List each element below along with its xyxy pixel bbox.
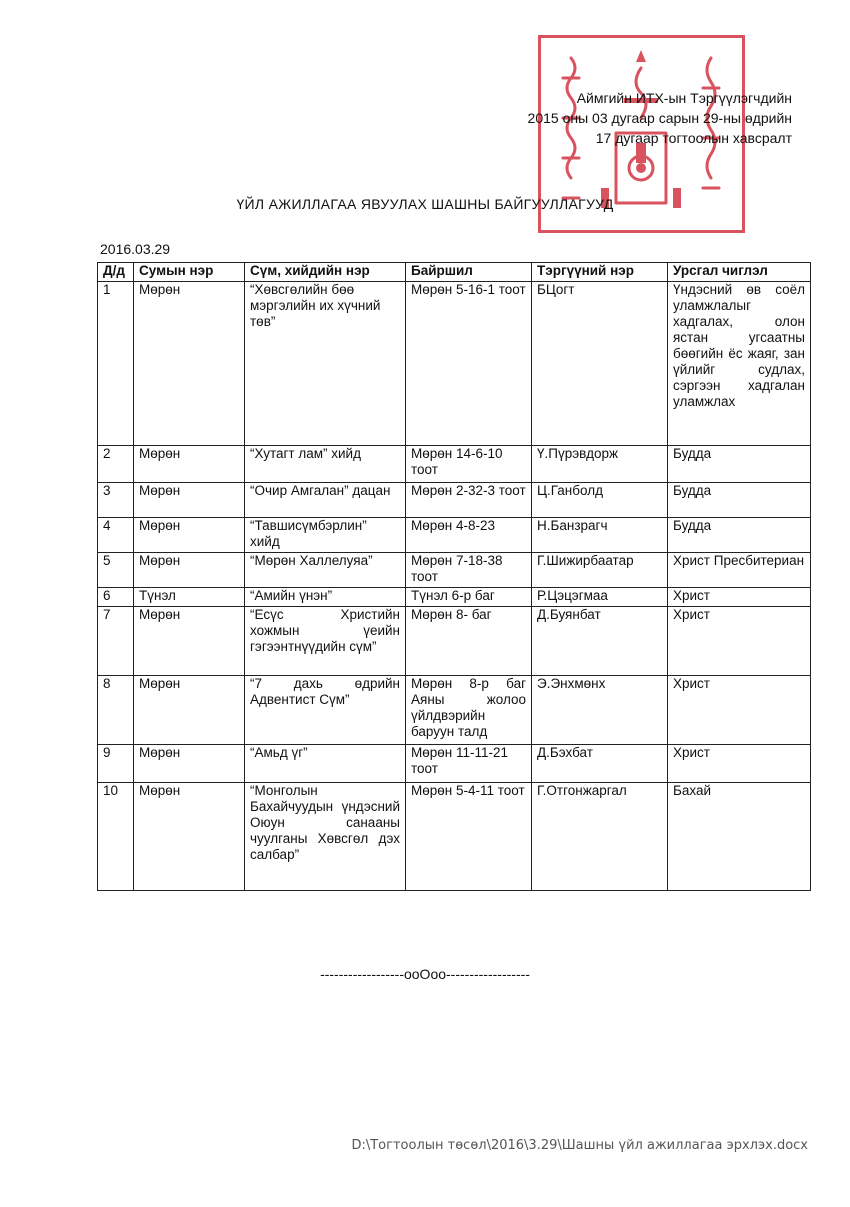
table-row <box>98 745 811 783</box>
cell-soum: Мөрөн <box>134 783 245 891</box>
cell-name: “7 дахь өдрийн Адвентист Сүм” <box>245 676 406 745</box>
cell-location: Мөрөн 4-8-23 <box>406 518 532 553</box>
cell-name: “Хөвсгөлийн бөө мэргэлийн их хүчний төв” <box>245 282 406 446</box>
table-row <box>98 676 811 745</box>
cell-location: Түнэл 6-р баг <box>406 588 532 607</box>
cell-name: “Тавшисүмбэрлин” хийд <box>245 518 406 553</box>
cell-direction: Христ <box>668 607 811 676</box>
table-row <box>98 607 811 676</box>
table-header-row <box>98 263 811 282</box>
header-temple-name: Сүм, хийдийн нэр <box>245 263 406 282</box>
header-soum: Сумын нэр <box>134 263 245 282</box>
approval-annex-note <box>528 88 792 148</box>
cell-leader: Д.Буянбат <box>532 607 668 676</box>
document-title: ҮЙЛ АЖИЛЛАГАА ЯВУУЛАХ ШАШНЫ БАЙГУУЛЛАГУУД <box>236 196 614 212</box>
cell-no: 10 <box>98 783 134 891</box>
table-row <box>98 783 811 891</box>
cell-no: 6 <box>98 588 134 607</box>
cell-name: “Амьд үг” <box>245 745 406 783</box>
cell-location: Мөрөн 8- баг <box>406 607 532 676</box>
cell-leader: Ү.Пүрэвдорж <box>532 446 668 483</box>
table-row <box>98 483 811 518</box>
cell-location: Мөрөн 14-6-10 тоот <box>406 446 532 483</box>
approval-line-2: 2015 оны 03 дугаар сарын 29-ны өдрийн <box>527 110 792 126</box>
cell-soum: Мөрөн <box>134 483 245 518</box>
cell-leader: Э.Энхмөнх <box>532 676 668 745</box>
cell-name: “Есүс Христийн хожмын үеийн гэгээнтнүүдийн сүм” <box>245 607 406 676</box>
cell-name: “Монголын Бахайчуудын үндэсний Оюун санааны чуулганы Хөвсгөл дэх салбар” <box>245 783 406 891</box>
cell-leader: Ц.Ганболд <box>532 483 668 518</box>
approval-line-1: Аймгийн ИТХ-ын Тэргүүлэгчдийн <box>576 90 792 106</box>
cell-soum: Мөрөн <box>134 676 245 745</box>
cell-no: 1 <box>98 282 134 446</box>
cell-direction: Үндэсний өв соёл уламжлалыг хадгалах, олон ястан угсаатны бөөгийн ёс жаяг, зан үйлийг судлах, сэргээн хадгалан уламжлах <box>668 282 811 446</box>
cell-name: “Очир Амгалан” дацан <box>245 483 406 518</box>
cell-no: 3 <box>98 483 134 518</box>
cell-location: Мөрөн 8-р баг Аяны жолоо үйлдвэрийн баруун талд <box>406 676 532 745</box>
table-row <box>98 446 811 483</box>
cell-location: Мөрөн 2-32-3 тоот <box>406 483 532 518</box>
cell-no: 8 <box>98 676 134 745</box>
cell-soum: Түнэл <box>134 588 245 607</box>
cell-soum: Мөрөн <box>134 446 245 483</box>
approval-line-3: 17 дугаар тогтоолын хавсралт <box>595 130 792 146</box>
cell-leader: Н.Банзрагч <box>532 518 668 553</box>
table-row <box>98 588 811 607</box>
religious-organizations-table <box>97 262 811 891</box>
header-no: Д/д <box>98 263 134 282</box>
cell-direction: Будда <box>668 446 811 483</box>
document-date: 2016.03.29 <box>100 241 171 257</box>
cell-no: 7 <box>98 607 134 676</box>
cell-no: 2 <box>98 446 134 483</box>
cell-no: 4 <box>98 518 134 553</box>
cell-soum: Мөрөн <box>134 282 245 446</box>
cell-location: Мөрөн 5-16-1 тоот <box>406 282 532 446</box>
header-location: Байршил <box>406 263 532 282</box>
closing-separator: ------------------ooOoo------------------ <box>320 966 530 982</box>
header-leader: Тэргүүний нэр <box>532 263 668 282</box>
cell-leader: Д.Бэхбат <box>532 745 668 783</box>
cell-soum: Мөрөн <box>134 518 245 553</box>
table-row <box>98 282 811 446</box>
cell-direction: Христ Пресбитериан <box>668 553 811 588</box>
cell-leader: Г.Отгонжаргал <box>532 783 668 891</box>
cell-direction: Будда <box>668 518 811 553</box>
cell-no: 5 <box>98 553 134 588</box>
cell-name: “Мөрөн Халлелуяа” <box>245 553 406 588</box>
cell-leader: Р.Цэцэгмаа <box>532 588 668 607</box>
cell-location: Мөрөн 5-4-11 тоот <box>406 783 532 891</box>
cell-leader: БЦогт <box>532 282 668 446</box>
cell-direction: Бахай <box>668 783 811 891</box>
cell-direction: Христ <box>668 588 811 607</box>
file-path-footer: D:\Тогтоолын төсөл\2016\3.29\Шашны үйл ажиллагаа эрхлэх.docx <box>351 1138 808 1153</box>
table-row <box>98 518 811 553</box>
cell-no: 9 <box>98 745 134 783</box>
cell-leader: Г.Шижирбаатар <box>532 553 668 588</box>
cell-location: Мөрөн 7-18-38 тоот <box>406 553 532 588</box>
cell-name: “Хутагт лам” хийд <box>245 446 406 483</box>
table-row <box>98 553 811 588</box>
cell-name: “Амийн үнэн” <box>245 588 406 607</box>
cell-soum: Мөрөн <box>134 745 245 783</box>
cell-location: Мөрөн 11-11-21 тоот <box>406 745 532 783</box>
header-direction: Урсгал чиглэл <box>668 263 811 282</box>
cell-soum: Мөрөн <box>134 607 245 676</box>
cell-direction: Христ <box>668 676 811 745</box>
cell-direction: Христ <box>668 745 811 783</box>
cell-direction: Будда <box>668 483 811 518</box>
cell-soum: Мөрөн <box>134 553 245 588</box>
